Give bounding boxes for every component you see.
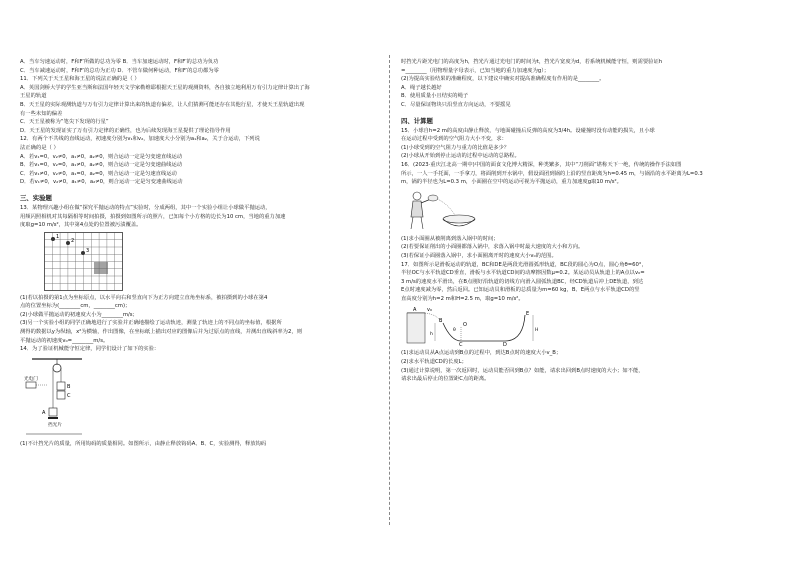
question-line: (1)求小面圈从被削离到落入锅中的时间； — [401, 235, 499, 242]
label-e: E — [526, 311, 530, 318]
question-line: 用频闪照相机对其每隔相等时间拍摄，拍摄到如图所示的照片，已知每个小方格的边长为10 cm，当地的重力加速 — [20, 213, 286, 220]
question-17 — [401, 261, 757, 304]
question-line: (1)若以拍摄的第1点为坐标原点，以水平向右和竖直向下为正方向建立直角坐标系，被拍摄到的小球在第4 — [20, 294, 268, 301]
pot-icon — [443, 215, 475, 223]
pulley-icon — [53, 364, 61, 372]
label-shield: 挡光片 — [48, 422, 62, 428]
label-photogate: 光电门 — [24, 376, 38, 382]
label-o: O — [463, 322, 467, 329]
question-line: 直高度分别为h=2 m和H=2.5 m，取g=10 m/s²。 — [401, 295, 524, 302]
question-15 — [401, 127, 757, 161]
question-line: E点时速度减为零，然后返回。已知运动员和滑板的总质量为m=60 kg，B、E两点与水平轨道CD的竖 — [401, 287, 640, 294]
chef-illustration — [403, 189, 483, 233]
shield-plate — [48, 417, 58, 419]
text-line: C．若v₁≠0，v₂≠0，a₁=0，a₂=0，则合运动一定是匀速直线运动 — [20, 170, 177, 177]
column-divider — [389, 55, 390, 525]
label-v0: v₀ — [427, 307, 432, 314]
question-line: (2)小球做平抛运动的初速度大小为________m/s； — [20, 311, 138, 318]
text-line: A．绳子越长越好 — [401, 84, 442, 91]
text-line: 11．下列关于天王星和海王星的说法正确的是（ ） — [20, 76, 140, 83]
figure-skate-track — [401, 305, 757, 347]
text-line: A．当车匀速运动时，F和F′所做的总功为零 B．当车加速运动时，F和F′的总功为负功 — [20, 59, 219, 65]
label-point-1: 1 — [56, 233, 60, 240]
weight-c — [57, 391, 65, 399]
label-a: A — [413, 307, 417, 314]
question-line: 点的位置坐标为(________cm，________cm)； — [20, 303, 131, 310]
ball-point-3 — [81, 251, 85, 255]
question-line: 半径OC与水平轨道CD垂直，滑板与水平轨道CD间的动摩擦因数μ=0.2。某运动员从轨道上的A点以v₀= — [401, 270, 645, 277]
figure-apparatus — [20, 356, 376, 438]
question-line: (1)不计挡光片的质量，所用钩码的质量相同。如图所示，由静止释放钩码A、B、C，实验测得，释放钩码 — [20, 440, 267, 447]
text-line: 有一些未知的偏差 — [20, 110, 63, 117]
question-line: 平抛运动的初速度v₀=________m/s。 — [20, 337, 109, 344]
label-point-3: 3 — [86, 247, 90, 254]
label-d: D — [503, 342, 507, 348]
question-line: (2)小球从开始到停止运动的过程中运动的总路程。 — [401, 153, 520, 160]
text-line: D．若v₁≠0，v₂≠0，a₁≠0，a₂≠0，则合运动一定是匀变速曲线运动 — [20, 179, 183, 186]
label-c: C — [459, 342, 463, 348]
question-14-title: 14．为了验证机械能守恒定律，同学们设计了如下的实验： — [20, 346, 160, 353]
text-line: B．使用质量小且结实的绳子 — [401, 93, 469, 100]
text-line: B．若v₁=0，v₂=0，a₁≠0，a₂≠0，则合运动一定是匀变速曲线运动 — [20, 162, 183, 169]
text-line: C．尽量保证物块只沿竖直方向运动，不要摇晃 — [401, 101, 511, 108]
text-line: D．天王星的发现证实了万有引力定律的正确性，也为后续发现海王星提供了理论指导作用 — [20, 127, 231, 134]
question-13 — [20, 204, 376, 230]
question-line: 测得的数据以y为纵轴，x²为横轴，作出图像，在坐标纸上描出对应的图像后并为过原点的直线，并测出直线斜率为2，则 — [20, 329, 302, 336]
grid-figure — [44, 232, 124, 292]
question-line: (3)通过计算说明，第一次返回时，运动员能否回到B点？如能，请求出回到B点时速度的大小；如不能， — [401, 367, 644, 374]
question-16 — [401, 161, 757, 187]
label-big-h: H — [535, 328, 539, 334]
question-line: 所示，一人一手托面，一手拿刀，将面削到开水锅中，假设面团到锅的上沿的竖直距离为h=0.45 m，与锅沿的水平距离为L=0.3 — [401, 170, 703, 177]
left-column — [20, 58, 376, 448]
label-a: A — [42, 409, 46, 416]
question-line: (1)求运动员从A点运动到B点的过程中，到达B点时的速度大小v_B； — [401, 350, 562, 357]
section-3-title: 三、实验题 — [20, 193, 52, 202]
text-line: 法正确的是（ ） — [20, 144, 59, 151]
figure-noodle-cutting — [401, 189, 757, 233]
question-line: (2)求水平轨道CD的长度L； — [401, 359, 467, 366]
label-c: C — [67, 392, 71, 399]
question-line: 17．如图所示是滑板运动的轨道，BC和DE是两段光滑圆弧形轨道，BC段的圆心为O点，圆心角θ=60°， — [401, 261, 647, 268]
question-line: (3)若保证小面圈落入锅中，求小面圈离开时的速度大小v₀的范围。 — [401, 252, 557, 259]
track-diagram — [405, 305, 555, 347]
ball-point-1 — [51, 237, 55, 241]
question-line: 15．小球自h=2 m的高度由静止释放，与地面碰撞后反弹的高度为3/4h。设碰撞时没有动能的损失，且小球 — [401, 127, 655, 134]
question-line: m，锅的半径也为L=0.3 m，小面圈在空中的运动可视为平抛运动，重力加速度g取10 m/s²。 — [401, 179, 622, 186]
question-line: 16．(2023·重庆江北高一期中)中国的面食文化博大精深，种类繁多，其中“刀削面”堪称天下一绝，传统的操作手法如图 — [401, 161, 682, 168]
text-line: C．天王星被称为“笔尖下发现的行星” — [20, 119, 109, 126]
question-line: 13．某物理兴趣小组在做“探究平抛运动的特点”实验时，分成两组，其中一个实验小组让小球做平抛运动， — [20, 204, 271, 211]
left-top-block — [20, 58, 376, 187]
question-13-subquestions — [20, 294, 376, 346]
text-line: B．天王星的实际观测轨道与万有引力定律计算出来的轨道有偏差，让人们猜测可能还存在其他行星，才使天王星轨道出现 — [20, 101, 305, 108]
text-line: C．当车减速运动时，F和F′的总功为正功 D．不管车做何种运动，F和F′的总功都为零 — [20, 67, 219, 74]
question-17-subquestions — [401, 349, 757, 383]
question-line: 在运动过程中受到的空气阻力大小不变，求： — [401, 136, 507, 143]
label-point-2: 2 — [71, 237, 75, 244]
question-line: (3)另一个实验小组的同学正确地进行了实验并正确地描绘了运动轨迹，测量了轨迹上的不同点的坐标值，根据所 — [20, 320, 282, 327]
text-line: A．若v₁=0，v₂≠0，a₁≠0，a₂≠0，则合运动一定是匀变速直线运动 — [20, 153, 183, 160]
label-b: B — [439, 318, 443, 325]
label-h: h — [430, 332, 433, 338]
question-line: 请求出最后停止的位置距C点的距离。 — [401, 376, 490, 383]
section-4-title: 四、计算题 — [401, 116, 433, 125]
text-line: 王星的轨道 — [20, 93, 47, 100]
right-top-block — [401, 58, 757, 110]
question-14-subquestions — [20, 440, 376, 449]
weight-a — [49, 408, 57, 416]
question-line: 3 m/s的速度水平滑出，在B点刚好沿轨道的切线方向滑入圆弧轨道BC，经CD轨道后冲上DE轨道，到达 — [401, 278, 644, 285]
photogate-icon — [26, 382, 36, 388]
question-line: 度取g=10 m/s²，其中第4点处的位置被污渍覆盖。 — [20, 222, 142, 229]
text-line: 12．有两个不共线的直线运动，初速度分别为v₁和v₂，加速度大小分别为a₁和a₂，关于合运动，下列说 — [20, 136, 260, 143]
question-line: (2)若要保证削出的小面圈都落入锅中，求落入锅中时最大速度的大小和方向。 — [401, 244, 584, 251]
text-line: A．英国剑桥大学的学生亚当斯和法国年轻天文学家勒维耶根据天王星的观测资料，各自独立地利用万有引力定律计算出了海 — [20, 84, 310, 91]
stain-patch — [94, 262, 108, 274]
question-line: (1)小球受到的空气阻力与重力的比值是多少？ — [401, 144, 510, 151]
label-b: B — [67, 383, 71, 390]
text-line: =________（用物理量字母表示，已知当地的重力加速度为g）； — [401, 67, 550, 74]
label-theta: θ — [453, 328, 456, 334]
figure-flash-photo-grid — [20, 232, 376, 292]
text-line: (2)为提高实验结果的准确程度，以下建议中确实对提高准确程度有作用的是________。 — [401, 76, 605, 83]
question-16-subquestions — [401, 235, 757, 261]
pulley-apparatus — [22, 356, 112, 438]
ball-point-2 — [66, 241, 70, 245]
weight-b — [57, 382, 65, 390]
right-column — [401, 58, 757, 384]
text-line: 时挡光片距光电门的高度为h，挡光片通过光电门的时间为t，挡光片宽度为d，若系统机械能守恒，则需要验证h — [401, 59, 663, 65]
